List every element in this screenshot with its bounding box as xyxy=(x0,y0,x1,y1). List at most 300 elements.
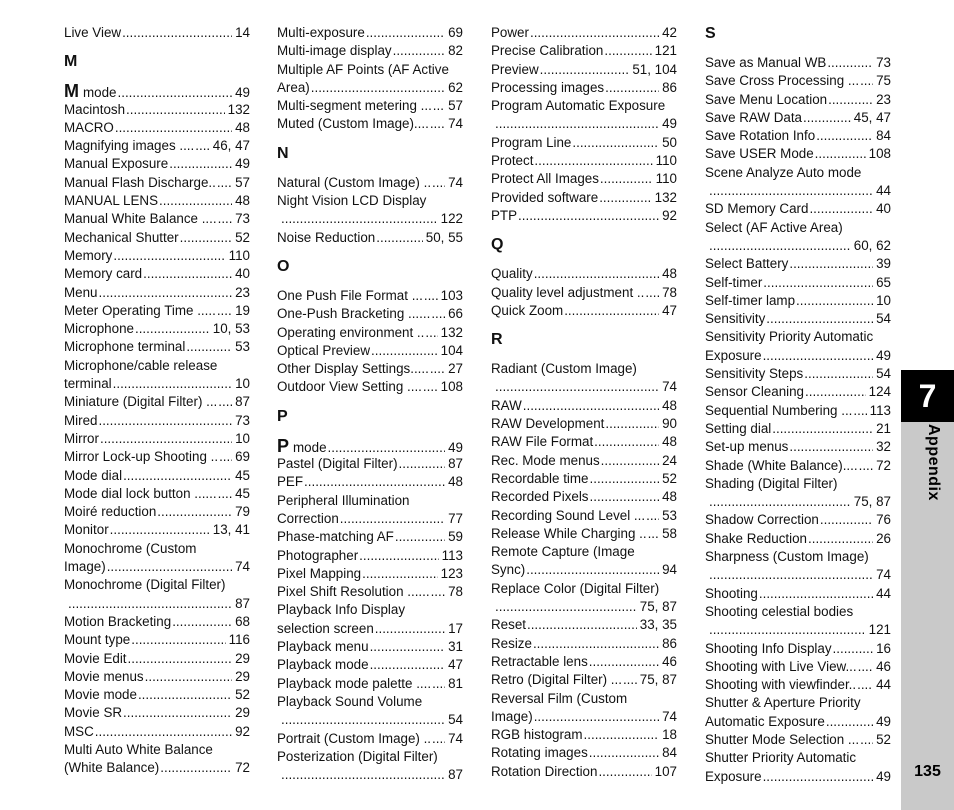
index-term: Sequential Numbering ... xyxy=(705,402,853,418)
index-page-ref[interactable]: 54 xyxy=(448,712,463,728)
index-page-ref[interactable]: 121 xyxy=(868,622,891,638)
index-page-ref[interactable]: 53 xyxy=(662,507,677,523)
index-entry xyxy=(705,676,891,694)
index-entry xyxy=(491,378,677,396)
index-entry xyxy=(64,320,250,338)
index-page-ref[interactable]: 87 xyxy=(235,394,250,410)
index-page-ref[interactable]: 49 xyxy=(448,439,463,455)
index-term: Retro (Digital Filter) ... xyxy=(491,672,622,688)
index-page-ref[interactable]: 49 xyxy=(876,768,891,784)
index-entry-line: Microphone/cable release xyxy=(64,357,218,373)
index-page-ref[interactable]: 72 xyxy=(876,457,891,473)
dot-leader xyxy=(590,488,660,506)
index-page-ref[interactable]: 54 xyxy=(876,311,891,327)
index-entry xyxy=(491,397,677,415)
index-term: Manual White Balance .... xyxy=(64,211,217,227)
index-entry xyxy=(491,635,677,653)
dot-leader xyxy=(123,467,232,485)
index-entry xyxy=(64,229,250,247)
index-page-ref[interactable]: 75, 87 xyxy=(639,672,677,688)
index-term: Release While Charging .. xyxy=(491,525,647,541)
index-page-ref[interactable]: 45 xyxy=(235,467,250,483)
index-page-ref[interactable]: 48 xyxy=(662,434,677,450)
index-entry xyxy=(705,182,891,200)
dot-leader xyxy=(530,24,659,42)
index-entry-line: Playback Sound Volume xyxy=(277,693,423,709)
index-entry xyxy=(64,101,250,119)
index-page-ref[interactable]: 60, 62 xyxy=(853,237,891,253)
index-entry-line: Reversal Film (Custom xyxy=(491,690,628,706)
index-page-ref[interactable]: 57 xyxy=(235,174,250,190)
dot-leader xyxy=(157,503,232,521)
index-page-ref[interactable]: 44 xyxy=(876,183,891,199)
index-page-ref[interactable]: 29 xyxy=(235,668,250,684)
index-page-ref[interactable]: 49 xyxy=(235,156,250,172)
dot-leader xyxy=(808,530,873,548)
index-entry xyxy=(491,433,677,451)
index-page-ref[interactable]: 74 xyxy=(662,379,677,395)
index-term: Shooting xyxy=(705,585,758,601)
index-entry xyxy=(705,255,891,273)
dot-leader xyxy=(809,200,873,218)
index-page-ref[interactable]: 40 xyxy=(235,266,250,282)
index-page-ref[interactable]: 66 xyxy=(448,306,463,322)
index-page-ref[interactable]: 123 xyxy=(440,565,463,581)
index-entry xyxy=(277,24,463,42)
dot-leader xyxy=(180,229,232,247)
dot-leader xyxy=(99,284,233,302)
dot-leader xyxy=(362,565,438,583)
index-page-ref[interactable]: 92 xyxy=(662,207,677,223)
index-entry xyxy=(277,342,463,360)
dot-leader xyxy=(763,274,873,292)
index-page-ref[interactable]: 48 xyxy=(235,193,250,209)
dot-leader xyxy=(601,452,659,470)
index-term: Rotating images xyxy=(491,745,588,761)
index-page-ref[interactable]: 21 xyxy=(876,420,891,436)
index-page-ref[interactable]: 69 xyxy=(235,449,250,465)
index-letter-heading: S xyxy=(705,25,716,42)
index-term: Phase-matching AF xyxy=(277,529,394,545)
index-entry xyxy=(277,79,463,97)
index-page-ref[interactable]: 46 xyxy=(876,658,891,674)
index-term: Mired xyxy=(64,412,98,428)
index-page-ref[interactable]: 31 xyxy=(448,639,463,655)
index-page-ref[interactable]: 72 xyxy=(235,760,250,776)
index-page-ref[interactable]: 10 xyxy=(235,376,250,392)
index-page-ref[interactable]: 23 xyxy=(876,91,891,107)
index-page-ref[interactable]: 84 xyxy=(876,128,891,144)
index-page-ref[interactable]: 18 xyxy=(662,727,677,743)
index-page-ref[interactable]: 73 xyxy=(235,412,250,428)
index-page-ref[interactable]: 110 xyxy=(655,153,677,169)
index-term: selection screen xyxy=(277,620,374,636)
index-page-ref[interactable]: 53 xyxy=(235,339,250,355)
dot-leader xyxy=(533,635,659,653)
index-page-ref[interactable]: 33, 35 xyxy=(639,617,677,633)
index-page-ref[interactable]: 58 xyxy=(662,525,677,541)
index-page-ref[interactable]: 78 xyxy=(448,584,463,600)
index-page-ref[interactable]: 74 xyxy=(448,730,463,746)
index-entry xyxy=(705,72,891,90)
index-page-ref[interactable]: 19 xyxy=(235,302,250,318)
dot-leader xyxy=(584,726,660,744)
index-entry xyxy=(64,723,250,741)
index-entry-line: Peripheral Illumination xyxy=(277,492,410,508)
dot-leader xyxy=(359,547,438,565)
index-page-ref[interactable]: 39 xyxy=(876,256,891,272)
index-term: Reset xyxy=(491,617,526,633)
index-entry-line: Remote Capture (Image xyxy=(491,544,635,560)
index-page-ref[interactable]: 27 xyxy=(448,361,463,377)
index-page-ref[interactable]: 113 xyxy=(869,402,891,418)
chapter-number: 7 xyxy=(901,370,954,422)
dot-leader xyxy=(425,324,437,342)
index-entry xyxy=(64,558,250,576)
index-entry xyxy=(64,137,250,155)
index-page-ref[interactable]: 121 xyxy=(654,43,677,59)
index-page-ref[interactable]: 108 xyxy=(868,146,891,162)
dot-leader xyxy=(376,229,423,247)
index-page-ref[interactable]: 75, 87 xyxy=(639,599,677,615)
index-term: RAW Development xyxy=(491,416,605,432)
index-entry-line: Shading (Digital Filter) xyxy=(705,475,838,491)
index-page-ref[interactable]: 68 xyxy=(235,613,250,629)
index-page-ref[interactable]: 23 xyxy=(235,284,250,300)
dot-leader xyxy=(816,127,873,145)
dot-leader xyxy=(857,676,873,694)
index-term: Area) xyxy=(277,79,310,95)
index-page-ref[interactable]: 40 xyxy=(876,201,891,217)
dot-leader xyxy=(534,708,659,726)
dot-leader xyxy=(803,109,851,127)
index-entry xyxy=(705,566,891,584)
index-entry xyxy=(705,658,891,676)
dot-leader xyxy=(431,305,445,323)
index-page-ref[interactable]: 49 xyxy=(662,116,677,132)
index-term: Correction xyxy=(277,510,339,526)
index-entry xyxy=(705,54,891,72)
dot-leader xyxy=(370,638,446,656)
index-page-ref[interactable]: 74 xyxy=(662,708,677,724)
index-page-ref[interactable]: 48 xyxy=(662,397,677,413)
dot-leader xyxy=(833,640,874,658)
index-term: Mirror xyxy=(64,430,99,446)
index-page-ref[interactable]: 86 xyxy=(662,79,677,95)
dot-leader xyxy=(128,650,233,668)
dot-leader xyxy=(113,247,225,265)
index-page-ref[interactable]: 87 xyxy=(448,456,463,472)
dot-leader xyxy=(145,668,232,686)
index-page-ref[interactable]: 50 xyxy=(662,134,677,150)
dot-leader xyxy=(98,412,232,430)
index-page-ref[interactable]: 10, 53 xyxy=(212,321,250,337)
index-entry xyxy=(705,274,891,292)
dot-leader xyxy=(281,711,445,729)
index-term: Preview xyxy=(491,61,539,77)
index-page-ref[interactable]: 103 xyxy=(440,287,463,303)
index-term: Sync) xyxy=(491,562,526,578)
index-entry xyxy=(277,360,463,378)
index-page-ref[interactable]: 47 xyxy=(448,657,463,673)
index-page-ref[interactable]: 132 xyxy=(654,189,677,205)
index-page-ref[interactable]: 16 xyxy=(876,640,891,656)
index-page-ref[interactable]: 48 xyxy=(235,119,250,135)
index-page-ref[interactable]: 29 xyxy=(235,650,250,666)
index-term: Monitor xyxy=(64,522,109,538)
index-term: Shooting with viewfinder.. xyxy=(705,677,857,693)
index-entry xyxy=(705,383,891,401)
dot-leader xyxy=(304,473,445,491)
index-page-ref[interactable]: 48 xyxy=(662,266,677,282)
index-page-ref[interactable]: 87 xyxy=(448,767,463,783)
index-page-ref[interactable]: 45, 47 xyxy=(853,109,891,125)
dot-leader xyxy=(122,24,232,42)
index-letter-heading: P xyxy=(277,407,288,425)
index-entry xyxy=(64,375,250,393)
dot-leader xyxy=(646,507,659,525)
dot-leader xyxy=(523,397,659,415)
index-page-ref[interactable]: 74 xyxy=(448,174,463,190)
index-page-ref[interactable]: 124 xyxy=(868,384,891,400)
dot-leader xyxy=(534,152,652,170)
dot-leader xyxy=(796,292,873,310)
dot-leader xyxy=(564,302,659,320)
index-entry xyxy=(64,284,250,302)
index-entry xyxy=(491,415,677,433)
index-term: Recording Sound Level ... xyxy=(491,507,646,523)
index-entry xyxy=(491,561,677,579)
index-entry xyxy=(491,708,677,726)
dot-leader xyxy=(599,189,651,207)
index-page-ref[interactable]: 46, 47 xyxy=(212,138,250,154)
index-entry xyxy=(491,170,677,188)
index-term: Memory card xyxy=(64,266,143,282)
index-term: Save Cross Processing ... xyxy=(705,73,860,89)
index-page-ref[interactable]: 51, 104 xyxy=(632,61,677,77)
index-page-ref[interactable]: 42 xyxy=(662,25,677,40)
index-page-ref[interactable]: 45 xyxy=(235,485,250,501)
index-page-ref[interactable]: 87 xyxy=(235,595,250,611)
index-page-ref[interactable]: 49 xyxy=(876,347,891,363)
index-term: Mechanical Shutter xyxy=(64,229,179,245)
index-page-ref[interactable]: 44 xyxy=(876,677,891,693)
index-entry xyxy=(491,284,677,302)
dot-leader xyxy=(804,365,873,383)
index-page-ref[interactable]: 65 xyxy=(876,274,891,290)
index-page-ref[interactable]: 122 xyxy=(440,211,463,227)
index-page-ref[interactable]: 44 xyxy=(876,585,891,601)
index-entry xyxy=(277,115,463,133)
index-term: Multi-image display xyxy=(277,43,392,59)
index-entry xyxy=(705,713,891,731)
index-term: Protect xyxy=(491,153,534,169)
index-term: Set-up menus xyxy=(705,439,789,455)
index-page-ref[interactable]: 59 xyxy=(448,529,463,545)
dot-leader xyxy=(110,521,210,539)
index-term: terminal xyxy=(64,376,112,392)
index-page-ref[interactable]: 92 xyxy=(235,723,250,739)
index-page-ref[interactable]: 132 xyxy=(227,101,250,117)
index-term: Macintosh xyxy=(64,101,126,117)
index-page-ref[interactable]: 69 xyxy=(448,25,463,40)
dot-leader xyxy=(763,347,874,365)
dot-leader xyxy=(371,342,438,360)
index-term: Shade (White Balance).... xyxy=(705,457,858,473)
index-term: PEF xyxy=(277,474,304,490)
dot-leader xyxy=(281,210,438,228)
index-term: Protect All Images xyxy=(491,171,599,187)
index-page-ref[interactable]: 14 xyxy=(235,25,250,40)
index-page-ref[interactable]: 49 xyxy=(235,85,250,101)
index-page-ref[interactable]: 50, 55 xyxy=(425,229,463,245)
index-page-ref[interactable]: 74 xyxy=(876,567,891,583)
index-term: Noise Reduction xyxy=(277,229,376,245)
index-page-ref[interactable]: 47 xyxy=(662,302,677,318)
index-page-ref[interactable]: 79 xyxy=(235,504,250,520)
index-page-ref[interactable]: 116 xyxy=(228,632,250,648)
index-term: Setting dial xyxy=(705,420,772,436)
dot-leader xyxy=(540,61,630,79)
index-entry xyxy=(64,412,250,430)
dot-leader xyxy=(100,430,232,448)
index-page-ref[interactable]: 52 xyxy=(662,470,677,486)
index-page-ref[interactable]: 86 xyxy=(662,635,677,651)
index-term: Other Display Settings..... xyxy=(277,361,429,377)
index-page-ref[interactable]: 46 xyxy=(662,653,677,669)
index-page-ref[interactable]: 84 xyxy=(662,745,677,761)
index-page-ref[interactable]: 110 xyxy=(655,171,677,187)
index-page-ref[interactable]: 10 xyxy=(235,430,250,446)
index-page-ref[interactable]: 62 xyxy=(448,79,463,95)
index-page-ref[interactable]: 10 xyxy=(876,292,891,308)
index-entry xyxy=(277,510,463,528)
index-page-ref[interactable]: 48 xyxy=(662,489,677,505)
index-page-ref[interactable]: 32 xyxy=(876,439,891,455)
index-term: Movie menus xyxy=(64,668,144,684)
index-entry xyxy=(64,631,250,649)
index-page-ref[interactable]: 17 xyxy=(448,620,463,636)
index-page-ref[interactable]: 113 xyxy=(441,547,463,563)
index-page-ref[interactable]: 107 xyxy=(654,763,677,779)
dot-leader xyxy=(853,402,866,420)
index-page-ref[interactable]: 110 xyxy=(228,247,250,263)
index-term: Movie SR xyxy=(64,705,123,721)
index-entry xyxy=(491,189,677,207)
dot-leader xyxy=(805,383,866,401)
dot-leader xyxy=(218,393,232,411)
index-page-ref[interactable]: 54 xyxy=(876,366,891,382)
dot-leader xyxy=(645,284,659,302)
index-entry xyxy=(277,620,463,638)
index-page-ref[interactable]: 104 xyxy=(440,342,463,358)
dot-leader xyxy=(159,192,232,210)
index-page-ref[interactable]: 73 xyxy=(876,55,891,70)
index-term: Provided software xyxy=(491,189,599,205)
dot-leader xyxy=(431,583,446,601)
index-term: Exposure xyxy=(705,347,762,363)
index-page-ref[interactable]: 77 xyxy=(448,510,463,526)
index-term: Microphone terminal xyxy=(64,339,186,355)
index-entry xyxy=(64,155,250,173)
index-term: Shutter Mode Selection ... xyxy=(705,731,860,747)
index-page-ref[interactable]: 57 xyxy=(448,98,463,114)
index-term: One Push File Format ... xyxy=(277,287,423,303)
index-page-ref[interactable]: 74 xyxy=(448,116,463,132)
index-column-2 xyxy=(277,24,463,784)
index-page-ref[interactable]: 90 xyxy=(662,416,677,432)
index-term: RAW xyxy=(491,397,522,413)
index-page-ref[interactable]: 24 xyxy=(662,452,677,468)
index-page-ref[interactable]: 52 xyxy=(235,229,250,245)
index-entry xyxy=(491,42,677,60)
index-term: Playback mode palette .... xyxy=(277,675,432,691)
index-entry xyxy=(277,229,463,247)
dot-leader xyxy=(789,438,873,456)
dot-leader xyxy=(138,686,232,704)
index-term: Automatic Exposure xyxy=(705,713,825,729)
index-entry xyxy=(705,621,891,639)
index-page-ref[interactable]: 52 xyxy=(235,687,250,703)
index-page-ref[interactable]: 52 xyxy=(876,731,891,747)
index-page-ref[interactable]: 75 xyxy=(876,73,891,89)
index-page-ref[interactable]: 48 xyxy=(448,474,463,490)
index-term: Natural (Custom Image) .. xyxy=(277,174,432,190)
index-page-ref[interactable]: 13, 41 xyxy=(212,522,250,538)
index-page-ref[interactable]: 75, 87 xyxy=(853,494,891,510)
index-term: Pixel Shift Resolution ...... xyxy=(277,584,430,600)
index-entry xyxy=(705,731,891,749)
index-page-ref[interactable]: 29 xyxy=(235,705,250,721)
index-page-ref[interactable]: 26 xyxy=(876,530,891,546)
dot-leader xyxy=(395,528,445,546)
index-entry-line: Multiple AF Points (AF Active xyxy=(277,61,449,77)
index-page-ref[interactable]: 76 xyxy=(876,512,891,528)
dot-leader xyxy=(433,97,445,115)
dot-leader xyxy=(827,54,873,72)
index-term: Self-timer lamp xyxy=(705,292,796,308)
index-term: Outdoor View Setting .... xyxy=(277,379,422,395)
index-term: Exposure xyxy=(705,768,762,784)
index-page-ref[interactable]: 108 xyxy=(440,379,463,395)
index-entry xyxy=(491,470,677,488)
index-term: (White Balance) xyxy=(64,760,160,776)
index-term: SD Memory Card xyxy=(705,201,809,217)
index-page-ref[interactable]: 82 xyxy=(448,43,463,59)
index-term: mode xyxy=(83,85,117,101)
index-page-ref[interactable]: 49 xyxy=(876,713,891,729)
index-entry xyxy=(64,192,250,210)
index-term: Retractable lens xyxy=(491,653,588,669)
dot-leader xyxy=(772,420,873,438)
index-entry-line: Shutter & Aperture Priority xyxy=(705,695,861,711)
index-term: Multi-segment metering ... xyxy=(277,98,432,114)
index-page-ref[interactable]: 73 xyxy=(235,211,250,227)
index-term: Shadow Correction xyxy=(705,512,819,528)
index-page-ref[interactable]: 94 xyxy=(662,562,677,578)
dot-leader xyxy=(217,302,232,320)
index-page-ref[interactable]: 132 xyxy=(440,324,463,340)
index-page-ref[interactable]: 81 xyxy=(448,675,463,691)
dot-leader xyxy=(495,598,637,616)
index-entry-line: Monochrome (Digital Filter) xyxy=(64,577,226,593)
index-term: Mirror Lock-up Shooting .. xyxy=(64,449,219,465)
page-number: 135 xyxy=(914,763,941,780)
index-entry xyxy=(277,437,463,455)
index-entry xyxy=(491,763,677,781)
index-page-ref[interactable]: 78 xyxy=(662,284,677,300)
index-page-ref[interactable]: 74 xyxy=(235,559,250,575)
